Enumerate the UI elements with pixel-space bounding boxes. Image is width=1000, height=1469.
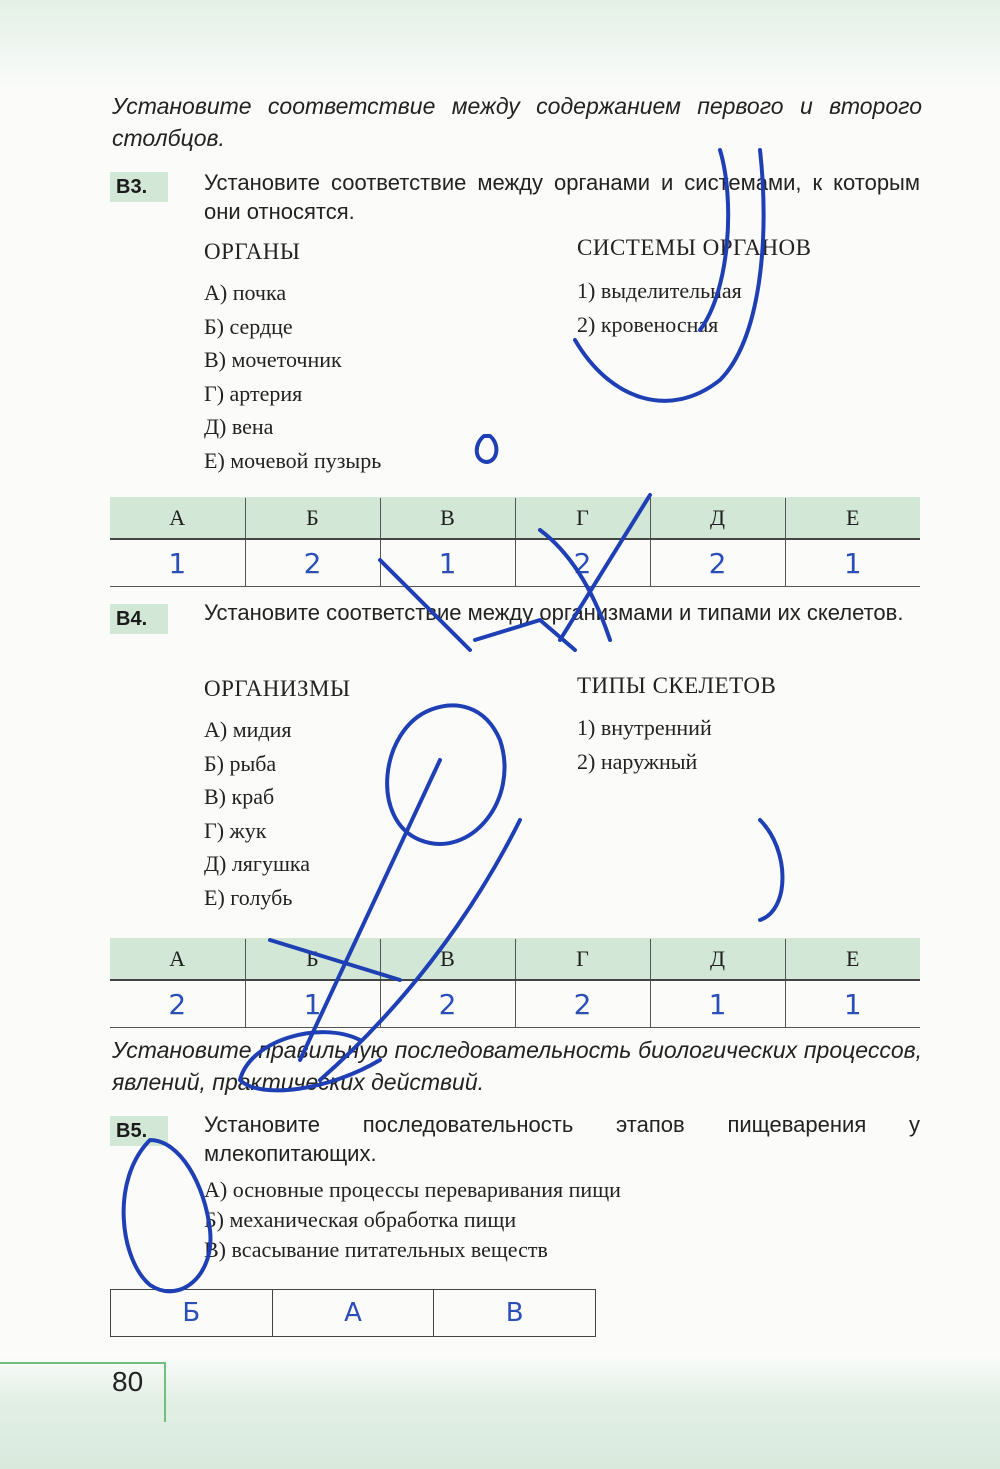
top-band xyxy=(0,0,1000,90)
answer-cell[interactable]: 1 xyxy=(110,539,245,587)
table-header: Д xyxy=(650,498,785,540)
answer-cell[interactable]: 2 xyxy=(515,980,650,1028)
list-item: 2) кровеносная xyxy=(577,311,719,337)
task-label-b3: В3. xyxy=(110,172,168,202)
list-item: Е) мочевой пузырь xyxy=(204,447,382,473)
answer-cell[interactable]: Б xyxy=(111,1290,273,1337)
table-header: Г xyxy=(515,498,650,540)
b5-answer-table xyxy=(110,1289,596,1337)
list-item: Г) артерия xyxy=(204,380,303,406)
answer-cell[interactable]: 1 xyxy=(785,539,920,587)
table-header: Б xyxy=(245,498,380,540)
answer-cell[interactable]: 2 xyxy=(245,539,380,587)
table-header: Д xyxy=(650,939,785,981)
list-item: 1) внутренний xyxy=(577,715,712,740)
list-item: Е) голубь xyxy=(204,884,293,910)
b3-right-list xyxy=(577,274,742,341)
b4-right-heading: ТИПЫ СКЕЛЕТОВ xyxy=(577,673,777,698)
answer-cell[interactable]: А xyxy=(272,1290,434,1337)
list-item: 2) наружный xyxy=(577,748,698,774)
table-header: В xyxy=(380,939,515,981)
table-header: Е xyxy=(785,498,920,540)
b3-left-list xyxy=(204,276,381,477)
answer-cell[interactable]: 2 xyxy=(515,539,650,587)
table-header: Е xyxy=(785,939,920,981)
b4-left-list xyxy=(204,713,310,914)
answer-cell[interactable]: 1 xyxy=(785,980,920,1028)
answer-cell[interactable]: 2 xyxy=(650,539,785,587)
instruction-sequence: Установите правильную последовательность биологических процессов, явлений, практических действий. xyxy=(112,1037,922,1095)
list-item: Д) лягушка xyxy=(204,851,311,876)
b4-right-list xyxy=(577,711,712,778)
task-question-b3: Установите соответствие между органами и системами, к которым они относятся. xyxy=(204,170,920,224)
b5-list xyxy=(204,1175,621,1265)
list-item: Д) вена xyxy=(204,414,274,439)
answer-cell[interactable]: 1 xyxy=(245,980,380,1028)
list-item: В) мочеточник xyxy=(204,347,342,372)
list-item: А) основные процессы переваривания пищи xyxy=(204,1177,621,1202)
table-header: Б xyxy=(245,939,380,981)
list-item: Г) жук xyxy=(204,817,267,843)
table-header: Г xyxy=(515,939,650,981)
answer-cell[interactable]: 2 xyxy=(110,980,245,1028)
b3-left-heading: ОРГАНЫ xyxy=(204,239,301,264)
answer-cell[interactable]: 2 xyxy=(380,980,515,1028)
b4-left-heading: ОРГАНИЗМЫ xyxy=(204,676,351,701)
task-label-b4: В4. xyxy=(110,604,168,634)
list-item: А) почка xyxy=(204,280,287,305)
answer-cell[interactable]: 1 xyxy=(380,539,515,587)
task-label-b5: В5. xyxy=(110,1116,168,1146)
list-item: Б) механическая обработка пищи xyxy=(204,1207,517,1232)
list-item: Б) рыба xyxy=(204,750,277,776)
page-number: 80 xyxy=(112,1366,144,1397)
b3-right-heading: СИСТЕМЫ ОРГАНОВ xyxy=(577,235,812,260)
b4-answer-table xyxy=(110,938,920,1028)
list-item: А) мидия xyxy=(204,717,292,742)
b3-answer-table xyxy=(110,497,920,587)
answer-cell[interactable]: В xyxy=(434,1290,596,1337)
table-header: А xyxy=(110,939,245,981)
list-item: 1) выделительная xyxy=(577,278,742,303)
list-item: Б) сердце xyxy=(204,313,293,339)
list-item: В) всасывание питательных веществ xyxy=(204,1237,548,1262)
instruction-match: Установите соответствие между содержанием первого и второго столбцов. xyxy=(112,93,922,151)
list-item: В) краб xyxy=(204,784,275,809)
answer-cell[interactable]: 1 xyxy=(650,980,785,1028)
table-header: В xyxy=(380,498,515,540)
task-question-b4: Установите соответствие между организмами и типами их скелетов. xyxy=(204,600,904,625)
table-header: А xyxy=(110,498,245,540)
task-question-b5: Установите последовательность этапов пищеварения у млекопитающих. xyxy=(204,1112,920,1166)
